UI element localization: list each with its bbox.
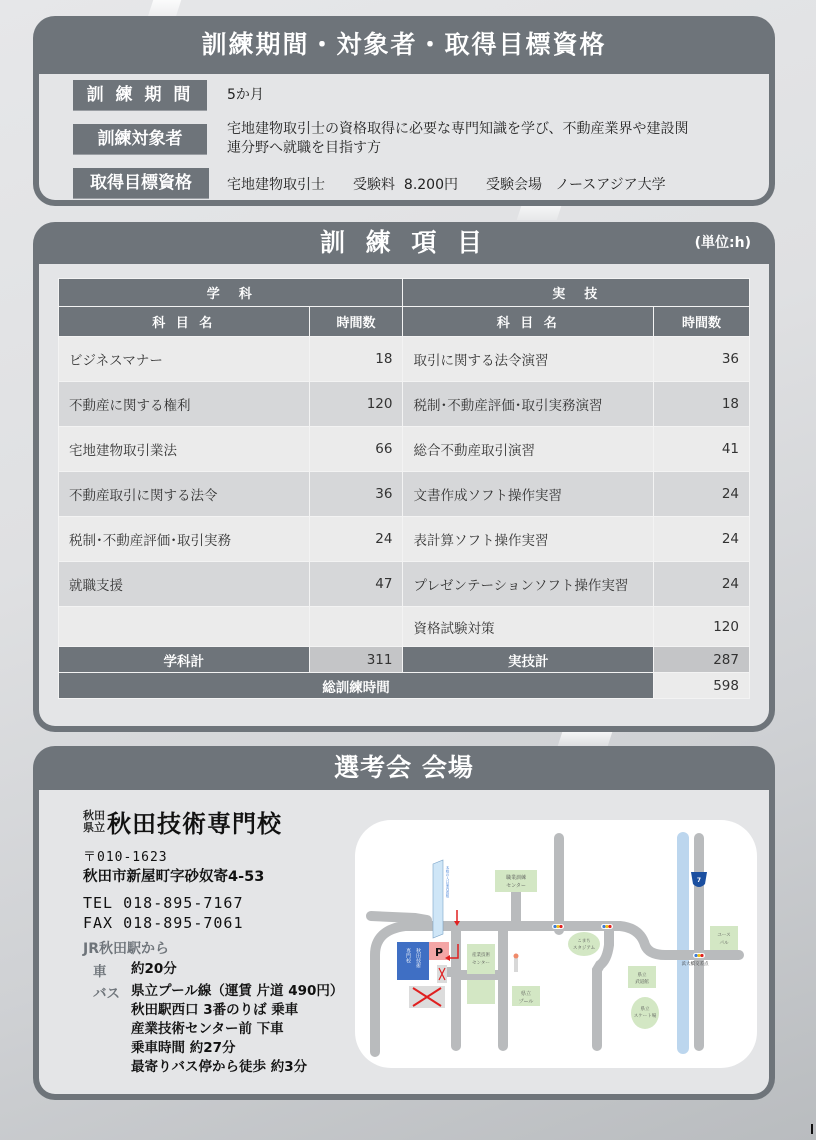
left-hours: 36 (309, 472, 403, 517)
svg-text:産業技術: 産業技術 (472, 953, 490, 958)
training-items-table (58, 278, 750, 699)
svg-text:センター: センター (472, 961, 490, 966)
svg-text:職業訓練: 職業訓練 (505, 875, 527, 881)
header-hours-left: 時間数 (309, 307, 403, 337)
training-items-body (39, 264, 769, 726)
svg-text:ユース: ユース (717, 933, 731, 938)
canal (677, 832, 689, 1054)
school-name: 秋田技術専門校 (107, 810, 282, 838)
info-row-period (73, 80, 264, 110)
right-hours: 18 (654, 382, 750, 427)
header-hours-right: 時間数 (654, 307, 750, 337)
prefix-line-1: 秋田 (83, 808, 105, 822)
right-subject: 税制･不動産評価･取引実務演習 (403, 382, 654, 427)
header-subject-left: 科 目 名 (59, 307, 310, 337)
fee-label: 受験料 (353, 176, 395, 193)
page-edge-mark (811, 1124, 813, 1134)
right-hours: 36 (654, 337, 750, 382)
bus-line: 県立プール線（運賃 片道 490円） (131, 983, 344, 999)
access-title: JR秋田駅から (83, 941, 169, 957)
training-overview-body (39, 74, 769, 200)
car-value: 約20分 (131, 961, 177, 977)
car-label: 車 (93, 964, 107, 980)
svg-text:7: 7 (696, 877, 702, 884)
target-value (227, 120, 688, 158)
left-hours: 66 (309, 427, 403, 472)
right-hours: 41 (654, 427, 750, 472)
svg-text:センター: センター (506, 883, 526, 889)
section-title: 選考会 会場 (334, 753, 474, 782)
section-title: 訓練期間・対象者・取得目標資格 (201, 30, 607, 59)
address: 秋田市新屋町字砂奴寄4-53 (83, 869, 265, 885)
table-row (59, 337, 750, 382)
left-subject: 不動産に関する権利 (59, 382, 310, 427)
access-map (355, 820, 757, 1068)
table-row (59, 382, 750, 427)
right-hours: 120 (654, 607, 750, 647)
header-lecture: 学 科 (59, 279, 403, 307)
qualification-name: 宅地建物取引士 (227, 176, 325, 193)
svg-text:武道館: 武道館 (635, 980, 649, 985)
svg-text:県立: 県立 (637, 973, 647, 978)
right-subject: 取引に関する法令演習 (403, 337, 654, 382)
school-building (397, 942, 429, 980)
left-hours: 120 (309, 382, 403, 427)
items-title: 訓 練 項 目 (319, 228, 489, 257)
section-title (39, 222, 769, 264)
grand-total-label: 総訓練時間 (59, 673, 654, 699)
target-label: 訓練対象者 (73, 124, 207, 154)
prefix-line-2: 県立 (83, 820, 105, 834)
table-row (59, 472, 750, 517)
left-subject: 税制･不動産評価･取引実務 (59, 517, 310, 562)
unit-label: (単位:h) (694, 235, 751, 251)
right-subject: 表計算ソフト操作実習 (403, 517, 654, 562)
svg-text:浜大橋交差点: 浜大橋交差点 (681, 962, 709, 967)
left-subject: ビジネスマナー (59, 337, 310, 382)
left-subject: 就職支援 (59, 562, 310, 607)
period-value: 5か月 (227, 86, 264, 103)
table-row (59, 562, 750, 607)
info-row-qualification (73, 168, 666, 198)
table-row (59, 427, 750, 472)
training-overview-panel (33, 16, 775, 206)
lecture-total-value: 311 (309, 647, 403, 673)
industrial-center (467, 944, 495, 974)
right-hours: 24 (654, 562, 750, 607)
grand-total-row (59, 673, 750, 699)
right-hours: 24 (654, 472, 750, 517)
skate-rink (631, 997, 659, 1029)
postal-code: 〒010-1623 (83, 850, 168, 865)
qualification-value (227, 172, 666, 195)
tel: TEL 018-895-7167 (83, 894, 244, 912)
venue-label: 受験会場 (486, 176, 542, 193)
school-name-block (83, 804, 282, 839)
selection-venue-panel (33, 746, 775, 1100)
school-prefix (83, 810, 107, 834)
left-hours: 18 (309, 337, 403, 382)
svg-text:パル: パル (719, 941, 729, 946)
target-line-1: 宅地建物取引士の資格取得に必要な専門知識を学び、不動産業界や建設関 (227, 121, 689, 137)
left-hours (309, 607, 403, 647)
bus-line: 秋田駅西口 3番のりば 乗車 (131, 1002, 299, 1018)
entrance-sign (433, 860, 443, 938)
header-practice: 実 技 (403, 279, 750, 307)
practice-total-label: 実技計 (403, 647, 654, 673)
fee-value: 8.200円 (403, 176, 458, 193)
svg-text:プール: プール (518, 999, 534, 1005)
left-subject: 宅地建物取引業法 (59, 427, 310, 472)
header-subject-right: 科 目 名 (403, 307, 654, 337)
svg-text:本校の入口案内看板: 本校の入口案内看板 (446, 866, 450, 898)
left-hours: 47 (309, 562, 403, 607)
period-label: 訓 練 期 間 (73, 80, 207, 110)
right-subject: 総合不動産取引演習 (403, 427, 654, 472)
subtotal-row (59, 647, 750, 673)
qualification-label: 取得目標資格 (73, 168, 209, 198)
svg-text:スケート場: スケート場 (633, 1014, 657, 1019)
venue-value: ノースアジア大学 (555, 176, 666, 193)
table-row (59, 607, 750, 647)
svg-text:県立: 県立 (640, 1007, 650, 1012)
bus-details (131, 982, 343, 1077)
svg-text:専門校: 専門校 (405, 948, 411, 963)
grand-total-value: 598 (654, 673, 750, 699)
right-subject: プレゼンテーションソフト操作実習 (403, 562, 654, 607)
right-subject: 資格試験対策 (403, 607, 654, 647)
bus-label: バス (93, 986, 120, 1002)
right-hours: 24 (654, 517, 750, 562)
svg-text:P: P (434, 946, 444, 959)
lecture-total-label: 学科計 (59, 647, 310, 673)
svg-text:スタジアム: スタジアム (572, 946, 596, 951)
svg-text:こまち: こまち (577, 939, 591, 944)
selection-venue-body (39, 790, 769, 1094)
fax: FAX 018-895-7061 (83, 914, 244, 932)
left-hours: 24 (309, 517, 403, 562)
car-access (93, 960, 177, 980)
left-subject: 不動産取引に関する法令 (59, 472, 310, 517)
svg-text:県立: 県立 (520, 991, 532, 997)
komachi-stadium (568, 932, 600, 956)
right-subject: 文書作成ソフト操作実習 (403, 472, 654, 517)
target-line-2: 連分野へ就職を目指す方 (227, 140, 381, 156)
practice-total-value: 287 (654, 647, 750, 673)
bus-line: 乗車時間 約27分 (131, 1040, 236, 1056)
bus-line: 最寄りバス停から徒歩 約3分 (131, 1059, 308, 1075)
svg-text:秋田技術: 秋田技術 (415, 948, 421, 968)
info-row-target (73, 120, 688, 158)
training-items-panel (33, 222, 775, 732)
youth-pal (710, 926, 738, 950)
bus-access (93, 982, 343, 1077)
table-row (59, 517, 750, 562)
bus-line: 産業技術センター前 下車 (131, 1021, 284, 1037)
left-subject (59, 607, 310, 647)
